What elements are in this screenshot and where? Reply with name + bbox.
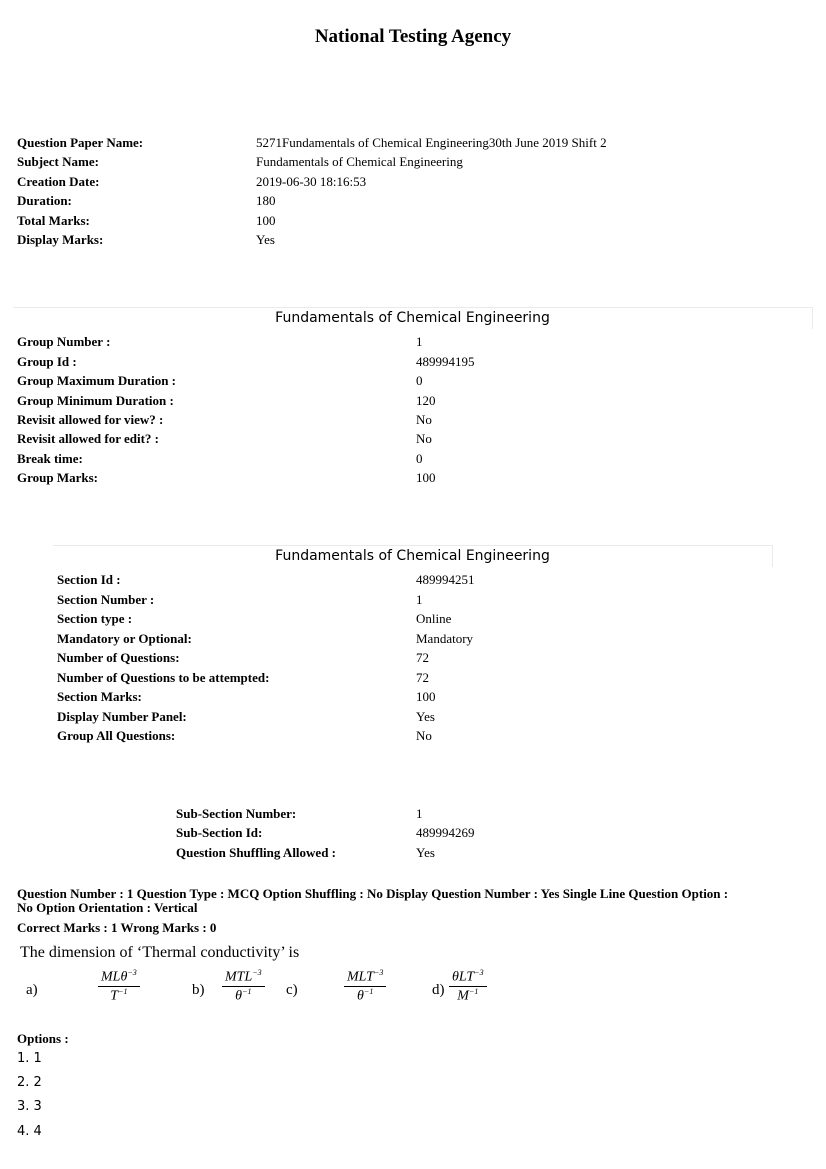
- subsection-id-value: 489994269: [416, 825, 475, 840]
- subject-name-value: Fundamentals of Chemical Engineering: [256, 154, 463, 169]
- group-number-label: Group Number :: [17, 334, 111, 349]
- total-marks-label: Total Marks:: [17, 213, 90, 228]
- num-questions-label: Number of Questions:: [57, 650, 180, 665]
- display-marks-value: Yes: [256, 232, 275, 247]
- options-label: Options :: [17, 1031, 69, 1046]
- section-type-label: Section type :: [57, 611, 133, 626]
- revisit-view-label: Revisit allowed for view? :: [17, 412, 164, 427]
- choice-b-formula: $MTL^{-3}$ $\theta^{-1}$: [222, 968, 265, 1004]
- group-id-value: 489994195: [416, 354, 475, 369]
- choice-c-formula: $MLT^{-3}$ $\theta^{-1}$: [344, 968, 386, 1004]
- mandatory-label: Mandatory or Optional:: [57, 631, 192, 646]
- question-meta-line2: No Option Orientation : Vertical: [17, 900, 198, 915]
- paper-name-label: Question Paper Name:: [17, 135, 144, 150]
- group-marks-value: 100: [416, 470, 436, 485]
- duration-value: 180: [256, 193, 276, 208]
- group-all-label: Group All Questions:: [57, 728, 176, 743]
- subject-name-label: Subject Name:: [17, 154, 99, 169]
- subsection-id-label: Sub-Section Id:: [176, 825, 263, 840]
- group-number-value: 1: [416, 334, 423, 349]
- option-4[interactable]: 4. 4: [17, 1124, 42, 1139]
- group-heading: Fundamentals of Chemical Engineering: [13, 307, 813, 329]
- mandatory-value: Mandatory: [416, 631, 474, 646]
- question-text: The dimension of ‘Thermal conductivity’ is: [20, 944, 300, 961]
- creation-date-label: Creation Date:: [17, 174, 100, 189]
- option-2[interactable]: 2. 2: [17, 1075, 42, 1090]
- choice-c-letter: c): [286, 982, 298, 998]
- choice-a-letter: a): [26, 982, 38, 998]
- revisit-edit-value: No: [416, 431, 432, 446]
- section-type-value: Online: [416, 611, 452, 626]
- number-panel-value: Yes: [416, 709, 435, 724]
- option-3[interactable]: 3. 3: [17, 1099, 42, 1114]
- group-min-duration-label: Group Minimum Duration :: [17, 393, 174, 408]
- question-marks: Correct Marks : 1 Wrong Marks : 0: [17, 920, 217, 935]
- total-marks-value: 100: [256, 213, 276, 228]
- paper-name-value: 5271Fundamentals of Chemical Engineering30th June 2019 Shift 2: [256, 135, 607, 150]
- group-all-value: No: [416, 728, 432, 743]
- duration-label: Duration:: [17, 193, 72, 208]
- choice-d-formula: θLT$^{-3}$ $M^{-1}$: [449, 968, 487, 1004]
- shuffling-value: Yes: [416, 845, 435, 860]
- section-heading: Fundamentals of Chemical Engineering: [53, 545, 773, 567]
- group-marks-label: Group Marks:: [17, 470, 99, 485]
- group-id-label: Group Id :: [17, 354, 77, 369]
- choice-a-formula: MLθ$^{-3}$ $T^{-1}$: [98, 968, 140, 1004]
- creation-date-value: 2019-06-30 18:16:53: [256, 174, 367, 189]
- break-time-label: Break time:: [17, 451, 83, 466]
- section-number-value: 1: [416, 592, 423, 607]
- revisit-edit-label: Revisit allowed for edit? :: [17, 431, 160, 446]
- revisit-view-value: No: [416, 412, 432, 427]
- group-max-duration-value: 0: [416, 373, 423, 388]
- choice-b-letter: b): [192, 982, 205, 998]
- group-min-duration-value: 120: [416, 393, 436, 408]
- section-marks-value: 100: [416, 689, 436, 704]
- shuffling-label: Question Shuffling Allowed :: [176, 845, 337, 860]
- subsection-number-value: 1: [416, 806, 423, 821]
- question-meta-line1: Question Number : 1 Question Type : MCQ Option Shuffling : No Display Question Number : Yes Single Line Question Option :: [17, 886, 729, 901]
- num-questions-value: 72: [416, 650, 429, 665]
- number-panel-label: Display Number Panel:: [57, 709, 187, 724]
- section-id-label: Section Id :: [57, 572, 121, 587]
- break-time-value: 0: [416, 451, 423, 466]
- page-title: National Testing Agency: [314, 26, 512, 47]
- group-max-duration-label: Group Maximum Duration :: [17, 373, 177, 388]
- section-number-label: Section Number :: [57, 592, 155, 607]
- display-marks-label: Display Marks:: [17, 232, 104, 247]
- section-id-value: 489994251: [416, 572, 475, 587]
- subsection-number-label: Sub-Section Number:: [176, 806, 297, 821]
- choice-d-letter: d): [432, 982, 445, 998]
- num-attempt-value: 72: [416, 670, 429, 685]
- option-1[interactable]: 1. 1: [17, 1051, 42, 1066]
- num-attempt-label: Number of Questions to be attempted:: [57, 670, 270, 685]
- section-marks-label: Section Marks:: [57, 689, 142, 704]
